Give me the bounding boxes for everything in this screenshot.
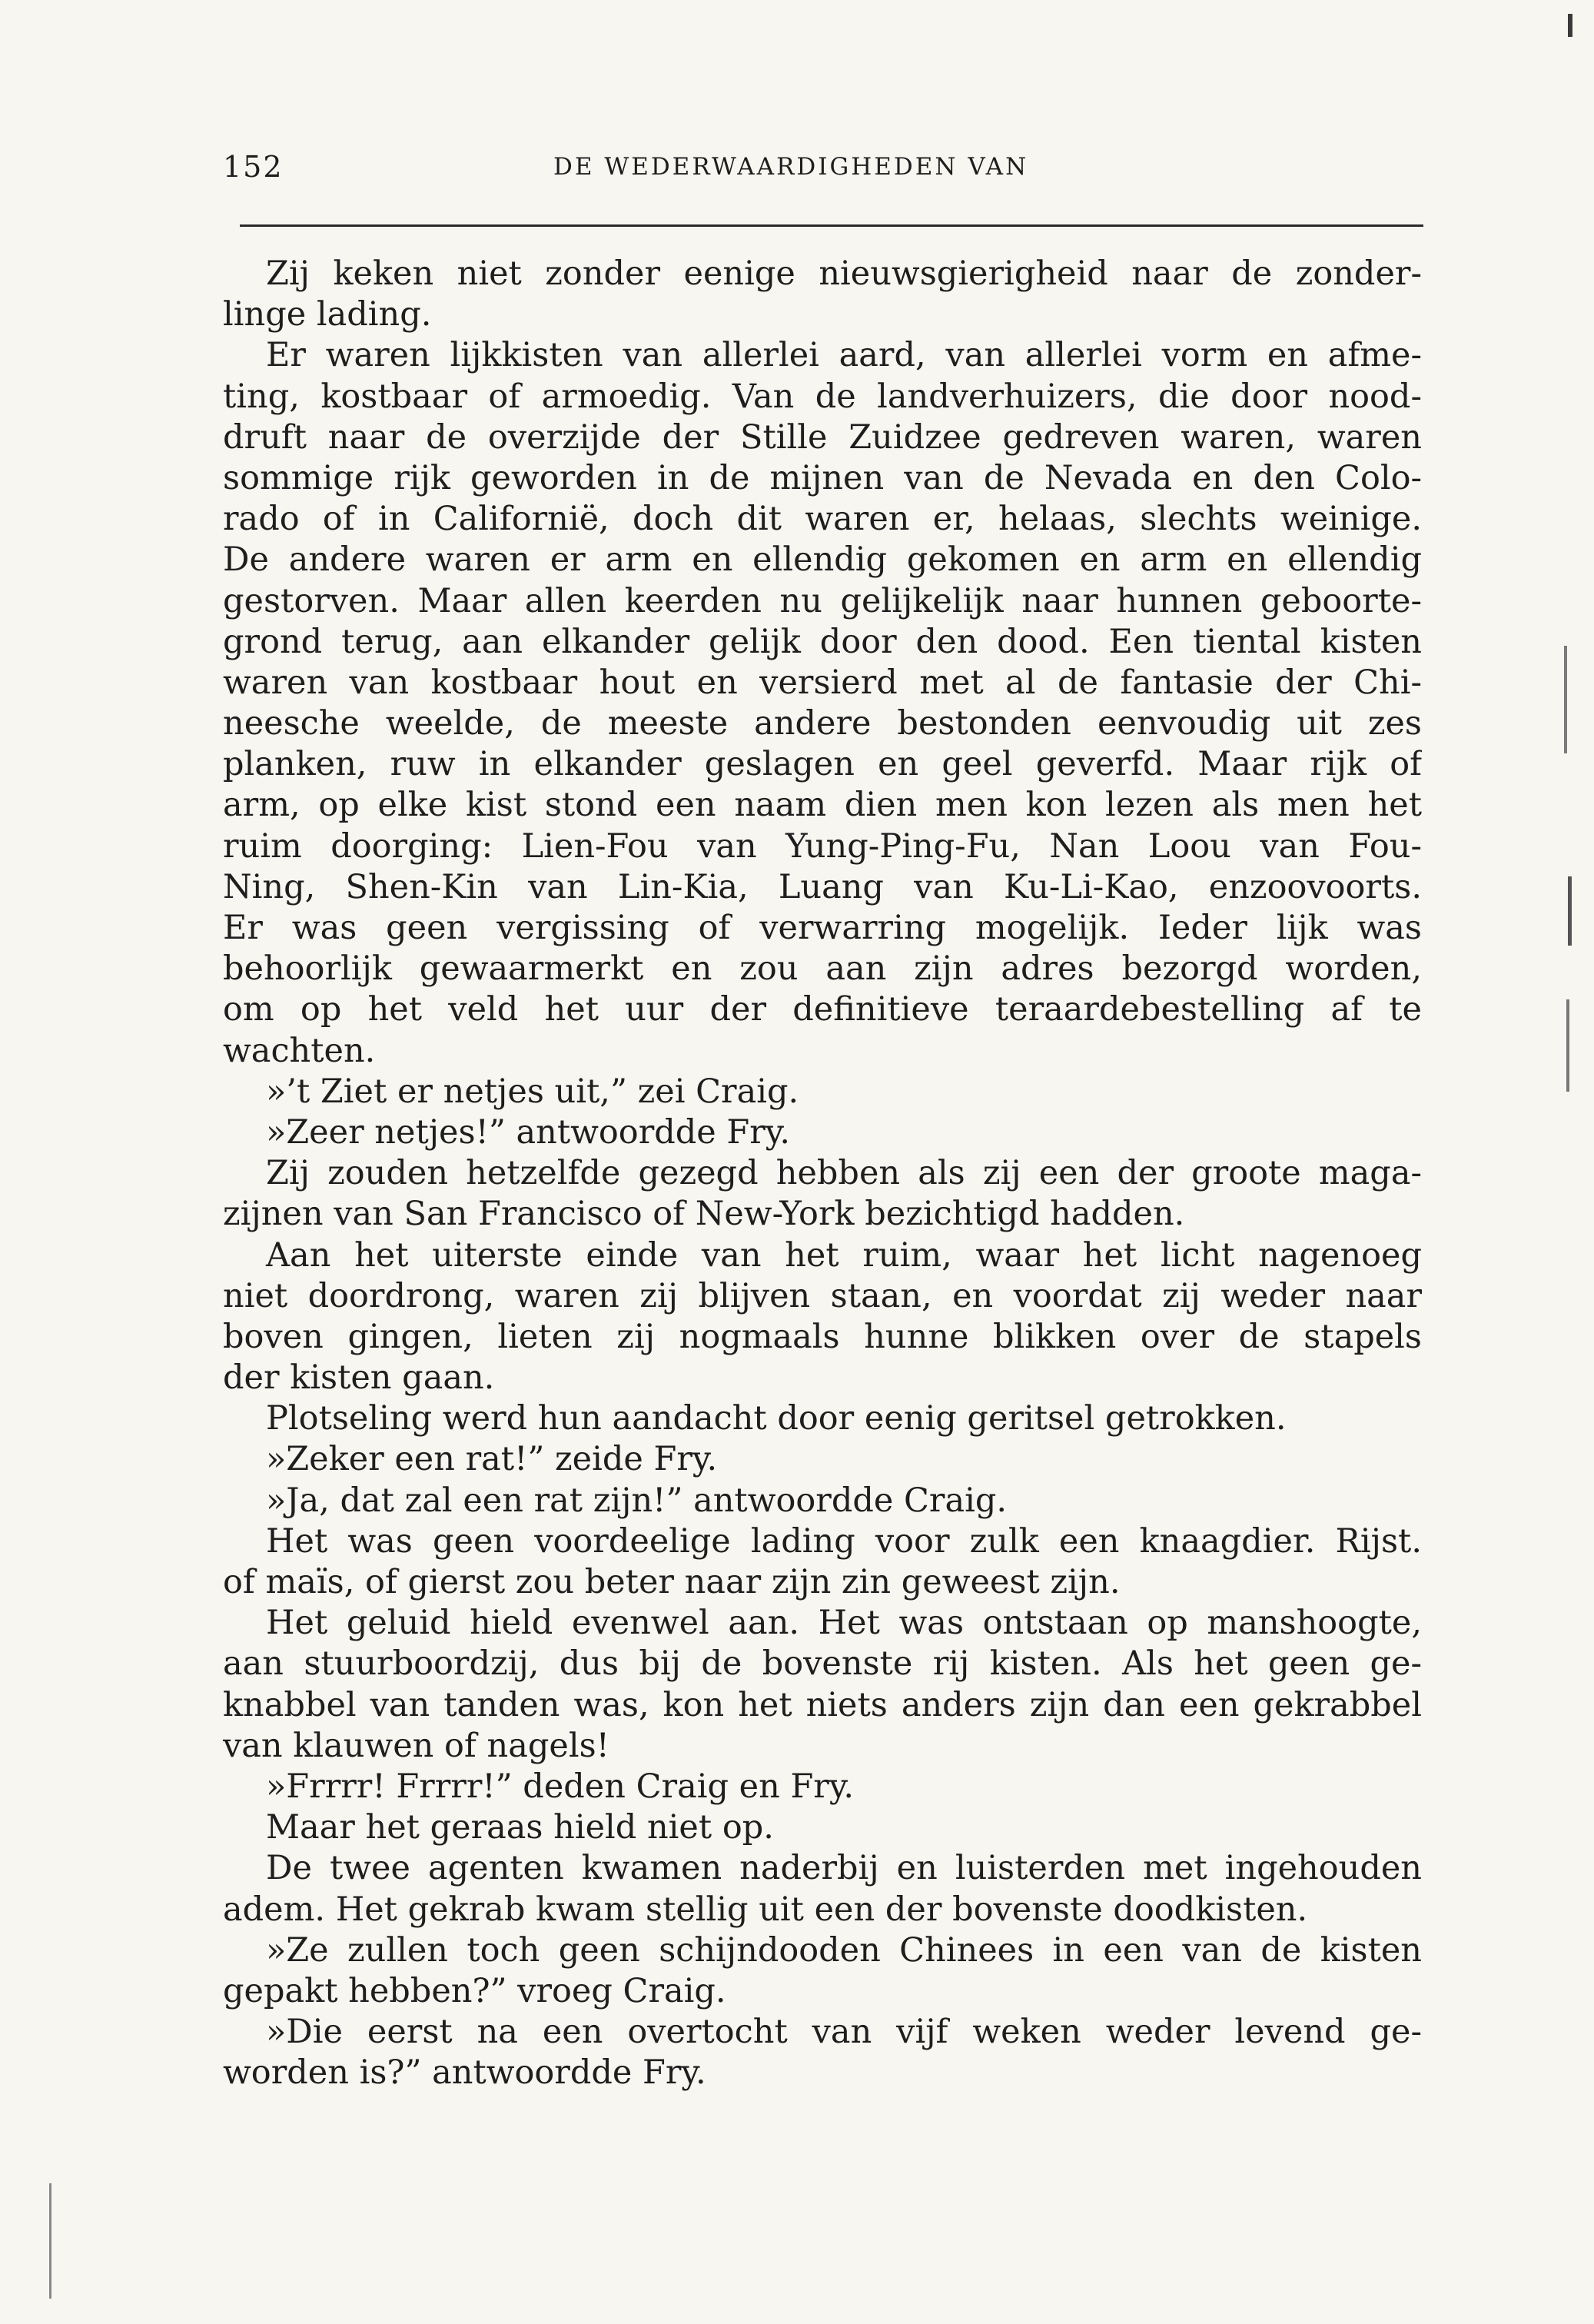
text-line: der kisten gaan. <box>223 1358 495 1398</box>
text-line: Het was geen voordeelige lading voor zulk een knaagdier. Rijst. <box>266 1521 1422 1561</box>
text-line: Ning, Shen-Kin van Lin-Kia, Luang van Ku-Li-Kao, enzoovoorts. <box>223 867 1422 906</box>
text-line: neesche weelde, de meeste andere bestonden eenvoudig uit zes <box>223 704 1422 743</box>
text-line: zijnen van San Francisco of New-York bezichtigd hadden. <box>223 1195 1185 1234</box>
body-text <box>223 254 1422 2093</box>
text-line: Plotseling werd hun aandacht door eenig geritsel getrokken. <box>266 1399 1287 1438</box>
running-title: DE WEDERWAARDIGHEDEN VAN <box>553 153 1029 181</box>
text-line: »’t Ziet er netjes uit,” zei Craig. <box>266 1072 799 1111</box>
text-line: De twee agenten kwamen naderbij en luisterden met ingehouden <box>266 1849 1422 1888</box>
scan-mark <box>1564 646 1567 753</box>
text-line: Er waren lijkkisten van allerlei aard, van allerlei vorm en afme- <box>266 336 1422 375</box>
text-line: van klauwen of nagels! <box>223 1726 609 1765</box>
scan-mark <box>1568 876 1572 946</box>
running-head <box>223 150 1422 196</box>
text-line: of maïs, of gierst zou beter naar zijn zin geweest zijn. <box>223 1563 1121 1601</box>
text-line: linge lading. <box>223 295 432 334</box>
text-line: waren van kostbaar hout en versierd met al de fantasie der Chi- <box>223 663 1422 702</box>
text-line: rado of in Californië, doch dit waren er, helaas, slechts weinige. <box>223 500 1422 539</box>
text-line: gestorven. Maar allen keerden nu gelijkelijk naar hunnen geboorte- <box>223 581 1422 620</box>
text-line: druft naar de overzijde der Stille Zuidzee gedreven waren, waren <box>223 417 1422 457</box>
scan-mark <box>1568 14 1572 37</box>
text-line: ting, kostbaar of armoedig. Van de landverhuizers, die door nood- <box>223 377 1422 416</box>
text-line: adem. Het gekrab kwam stellig uit een der bovenste doodkisten. <box>223 1890 1308 1929</box>
header-rule <box>240 224 1423 227</box>
text-line: Aan het uiterste einde van het ruim, waar het licht nagenoeg <box>266 1235 1422 1275</box>
text-line: De andere waren er arm en ellendig gekomen en arm en ellendig <box>223 540 1422 580</box>
text-line: Er was geen vergissing of verwarring mogelijk. Ieder lijk was <box>223 909 1422 947</box>
text-line: »Zeer netjes!” antwoordde Fry. <box>266 1112 791 1152</box>
text-line: worden is?” antwoordde Fry. <box>223 2053 706 2093</box>
text-line: aan stuurboordzij, dus bij de bovenste rij kisten. Als het geen ge- <box>223 1644 1422 1684</box>
text-line: boven gingen, lieten zij nogmaals hunne blikken over de stapels <box>223 1317 1422 1356</box>
page-number: 152 <box>223 150 284 184</box>
text-line: »Ja, dat zal een rat zijn!” antwoordde Craig. <box>266 1481 1008 1520</box>
text-line: Maar het geraas hield niet op. <box>266 1808 774 1847</box>
text-line: Zij keken niet zonder eenige nieuwsgierigheid naar de zonder- <box>266 254 1422 293</box>
text-line: »Frrrr! Frrrr!” deden Craig en Fry. <box>266 1767 855 1806</box>
text-line: planken, ruw in elkander geslagen en geel geverfd. Maar rijk of <box>223 745 1422 784</box>
text-line: Het geluid hield evenwel aan. Het was ontstaan op manshoogte, <box>266 1604 1422 1643</box>
text-line: »Die eerst na een overtocht van vijf weken weder levend ge- <box>266 2013 1422 2052</box>
text-line: niet doordrong, waren zij blijven staan, en voordat zij weder naar <box>223 1276 1422 1315</box>
text-line: knabbel van tanden was, kon het niets anders zijn dan een gekrabbel <box>223 1685 1422 1724</box>
text-line: grond terug, aan elkander gelijk door den dood. Een tiental kisten <box>223 622 1422 661</box>
text-line: ruim doorging: Lien-Fou van Yung-Ping-Fu, Nan Loou van Fou- <box>223 826 1422 866</box>
text-line: om op het veld het uur der definitieve teraardebestelling af te <box>223 990 1422 1029</box>
text-line: behoorlijk gewaarmerkt en zou aan zijn adres bezorgd worden, <box>223 949 1422 989</box>
text-line: arm, op elke kist stond een naam dien men kon lezen als men het <box>223 786 1422 825</box>
text-line: wachten. <box>223 1031 376 1070</box>
scan-mark <box>1566 999 1569 1092</box>
text-line: »Zeker een rat!” zeide Fry. <box>266 1440 718 1479</box>
text-line: »Ze zullen toch geen schijndooden Chinees in een van de kisten <box>266 1930 1422 1970</box>
scan-mark <box>49 2183 51 2299</box>
text-line: Zij zouden hetzelfde gezegd hebben als zij een der groote maga- <box>266 1154 1422 1193</box>
text-line: sommige rijk geworden in de mijnen van de Nevada en den Colo- <box>223 458 1422 497</box>
text-line: gepakt hebben?” vroeg Craig. <box>223 1971 726 2010</box>
